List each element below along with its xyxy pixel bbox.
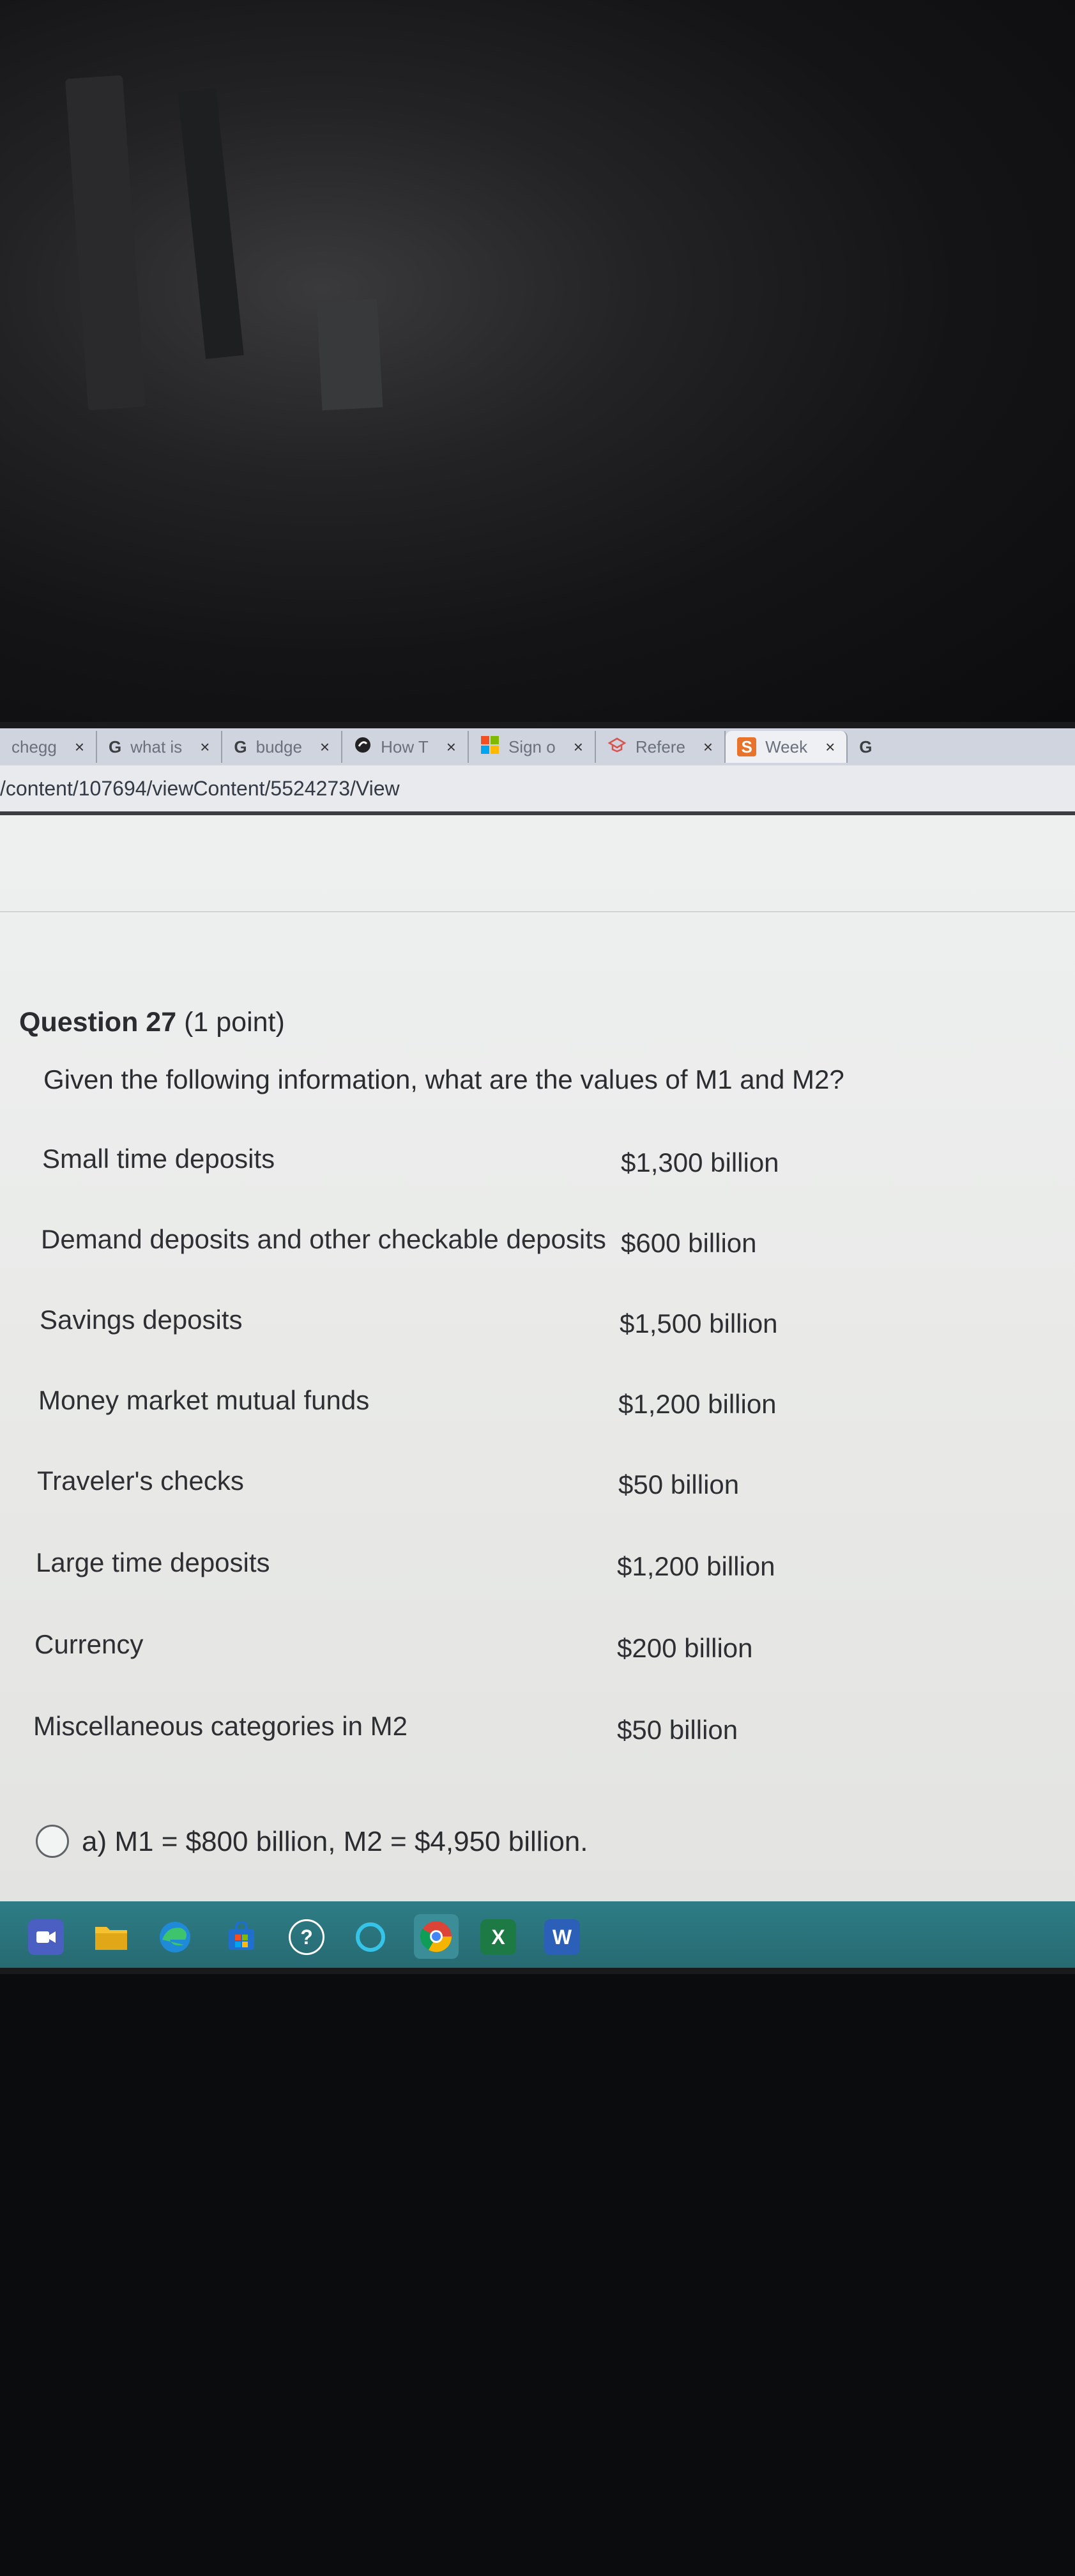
row-value: $50 billion — [618, 1469, 740, 1499]
background-room — [0, 0, 1075, 722]
option-a-radio[interactable] — [36, 1825, 69, 1858]
edge-icon[interactable] — [157, 1919, 193, 1955]
row-label: Traveler's checks — [37, 1466, 244, 1496]
row-label: Savings deposits — [40, 1305, 243, 1335]
question-text: Given the following information, what are the values of M1 and M2? — [43, 1064, 844, 1094]
row-value: $1,500 billion — [620, 1308, 778, 1338]
row-value: $1,200 billion — [617, 1551, 775, 1581]
close-icon[interactable]: × — [74, 737, 85, 756]
word-icon[interactable] — [544, 1919, 580, 1955]
close-icon[interactable]: × — [703, 737, 713, 756]
meet-icon[interactable] — [28, 1919, 64, 1955]
question-title — [19, 1007, 285, 1038]
tab-google[interactable] — [848, 731, 892, 763]
word-letter: W — [552, 1925, 572, 1949]
background-object — [317, 299, 383, 411]
row-label: Currency — [34, 1629, 144, 1659]
row-label: Demand deposits and other checkable deposits — [41, 1224, 606, 1254]
s-app-icon: S — [737, 737, 756, 756]
row-value: $200 billion — [617, 1633, 753, 1663]
question-number: Question 27 — [19, 1007, 177, 1038]
cortana-icon[interactable] — [353, 1919, 388, 1955]
google-icon: G — [234, 737, 247, 756]
row-label: Large time deposits — [36, 1547, 270, 1577]
tab-label: what is — [130, 737, 183, 756]
close-icon[interactable]: × — [446, 737, 456, 756]
row-value: $600 billion — [621, 1228, 757, 1258]
tab-label: Week — [765, 737, 808, 756]
site-icon — [354, 736, 372, 758]
tab-budget[interactable] — [222, 731, 342, 763]
row-label: Small time deposits — [42, 1144, 275, 1174]
close-icon[interactable]: × — [825, 737, 835, 756]
row-value: $1,300 billion — [621, 1147, 779, 1177]
tab-label: budge — [255, 737, 302, 756]
excel-icon[interactable] — [480, 1919, 516, 1955]
row-label: Money market mutual funds — [38, 1385, 370, 1415]
address-bar[interactable] — [0, 765, 1075, 815]
reference-icon — [607, 735, 627, 759]
google-icon: G — [109, 737, 122, 756]
folder-icon[interactable] — [93, 1919, 129, 1955]
row-value: $1,200 billion — [618, 1389, 777, 1419]
chrome-icon[interactable] — [414, 1914, 459, 1959]
tab-label: chegg — [11, 737, 57, 756]
tab-chegg[interactable] — [0, 731, 97, 763]
browser-tab-bar — [0, 728, 1075, 765]
row-label: Miscellaneous categories in M2 — [33, 1711, 408, 1741]
close-icon[interactable]: × — [319, 737, 330, 756]
url-text[interactable]: /content/107694/viewContent/5524273/View — [0, 777, 400, 800]
excel-letter: X — [491, 1925, 505, 1949]
close-icon[interactable]: × — [573, 737, 583, 756]
background-object — [178, 88, 244, 359]
quiz-page — [0, 815, 1075, 1901]
help-glyph: ? — [300, 1925, 313, 1949]
tab-week[interactable] — [726, 731, 848, 763]
tab-sign-on[interactable] — [469, 731, 596, 763]
background-object — [65, 75, 146, 410]
close-icon[interactable]: × — [200, 737, 210, 756]
tab-how-to[interactable] — [342, 731, 469, 763]
tab-label: Refere — [635, 737, 685, 756]
row-value: $50 billion — [617, 1715, 738, 1745]
divider — [0, 911, 1075, 912]
monitor-bezel — [0, 1974, 1075, 2576]
windows-taskbar — [0, 1901, 1075, 1968]
tab-reference[interactable] — [596, 731, 726, 763]
help-icon[interactable] — [289, 1919, 324, 1955]
option-a-label[interactable]: a) M1 = $800 billion, M2 = $4,950 billion. — [82, 1826, 588, 1857]
tab-label: How T — [381, 737, 429, 756]
google-icon: G — [859, 737, 873, 756]
monitor-screen — [0, 722, 1075, 1974]
tab-label: Sign o — [508, 737, 556, 756]
microsoft-icon — [480, 735, 499, 759]
store-icon[interactable] — [224, 1919, 259, 1955]
tab-what-is[interactable] — [97, 731, 222, 763]
question-points: (1 point) — [184, 1007, 285, 1038]
